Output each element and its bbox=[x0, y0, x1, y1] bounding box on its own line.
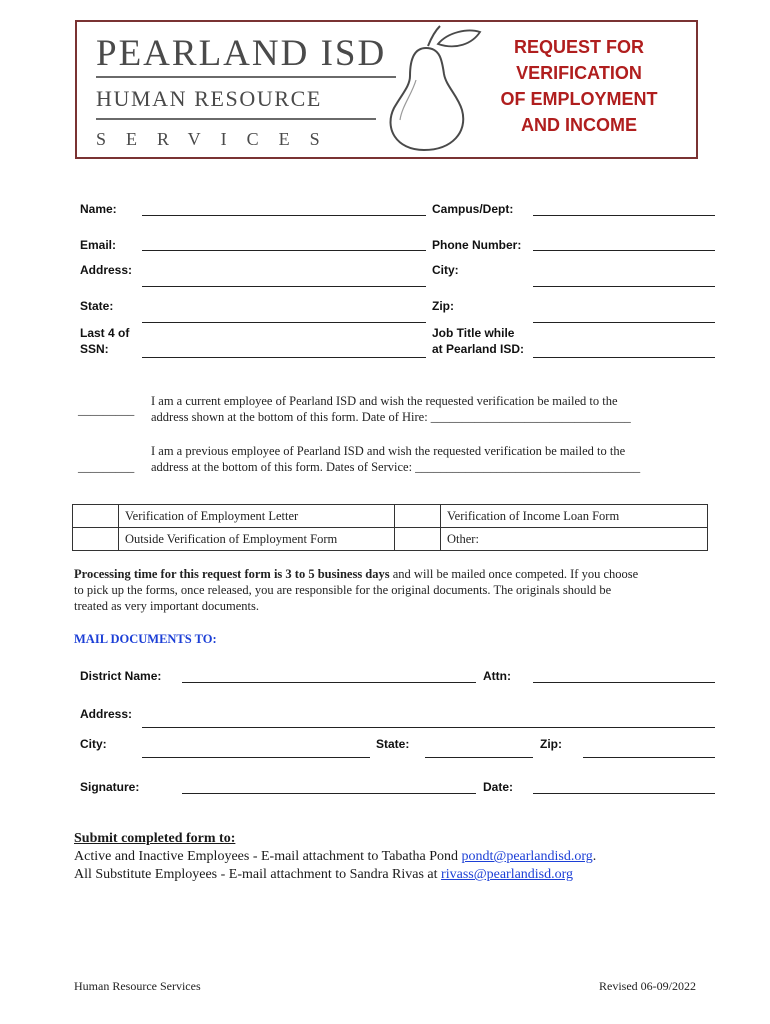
mail-zip-field[interactable] bbox=[583, 757, 715, 758]
processing-line: treated as very important documents. bbox=[74, 599, 260, 613]
form-title-line: VERIFICATION bbox=[516, 63, 642, 83]
processing-notice bbox=[74, 566, 714, 614]
city-field[interactable] bbox=[533, 286, 715, 287]
zip-field[interactable] bbox=[533, 322, 715, 323]
name-field[interactable] bbox=[142, 215, 426, 216]
ssn-label bbox=[80, 325, 129, 357]
verification-options-table bbox=[72, 504, 708, 551]
pondt-email-link[interactable]: pondt@pearlandisd.org bbox=[461, 849, 593, 864]
mail-address-field[interactable] bbox=[142, 727, 715, 728]
table-row bbox=[73, 505, 708, 528]
current-employee-text-line: address shown at the bottom of this form. Date of Hire: ________________________________ bbox=[151, 410, 631, 424]
processing-line: to pick up the forms, once released, you are responsible for the original documents. The originals should be bbox=[74, 583, 612, 597]
submit-section bbox=[74, 830, 714, 884]
processing-rest: and will be mailed once competed. If you choose bbox=[389, 567, 639, 581]
checkbox-other[interactable] bbox=[395, 528, 441, 551]
submit-active-end: . bbox=[592, 849, 597, 864]
current-employee-text-line: I am a current employee of Pearland ISD and wish the requested verification be mailed to the bbox=[151, 394, 618, 408]
job-title-label-line: at Pearland ISD: bbox=[432, 342, 525, 356]
job-title-label bbox=[432, 325, 524, 357]
current-employee-checkline[interactable]: _________ bbox=[78, 403, 135, 417]
ssn-label-line: SSN: bbox=[80, 342, 109, 356]
submit-line-active bbox=[74, 848, 714, 866]
job-title-label-line: Job Title while bbox=[432, 326, 515, 340]
option-other: Other: bbox=[441, 528, 708, 551]
current-employee-text bbox=[151, 393, 711, 425]
previous-employee-text bbox=[151, 443, 711, 475]
option-outside-verification: Outside Verification of Employment Form bbox=[119, 528, 395, 551]
address-label: Address: bbox=[80, 263, 133, 277]
logo-rule bbox=[96, 76, 396, 78]
email-field[interactable] bbox=[142, 250, 426, 251]
name-label: Name: bbox=[80, 202, 117, 216]
checkbox-employment-letter[interactable] bbox=[73, 505, 119, 528]
city-label: City: bbox=[432, 263, 459, 277]
table-row bbox=[73, 528, 708, 551]
phone-label: Phone Number: bbox=[432, 238, 522, 252]
campus-field[interactable] bbox=[533, 215, 715, 216]
submit-substitute-text: All Substitute Employees - E-mail attachment to Sandra Rivas at bbox=[74, 867, 442, 882]
state-field[interactable] bbox=[142, 322, 426, 323]
form-title-line: REQUEST FOR bbox=[513, 37, 644, 57]
previous-employee-checkline[interactable]: _________ bbox=[78, 460, 135, 474]
mail-city-label: City: bbox=[80, 737, 107, 751]
attn-field[interactable] bbox=[533, 682, 715, 683]
mail-state-label: State: bbox=[376, 737, 410, 751]
phone-field[interactable] bbox=[533, 250, 715, 251]
option-income-loan-form: Verification of Income Loan Form bbox=[441, 505, 708, 528]
previous-employee-text-line: address at the bottom of this form. Dates of Service: ____________________________________ bbox=[151, 460, 641, 474]
footer-revision: Revised 06-09/2022 bbox=[599, 979, 696, 993]
submit-active-text: Active and Inactive Employees - E-mail attachment to Tabatha Pond bbox=[74, 849, 462, 864]
mail-zip-label: Zip: bbox=[540, 737, 562, 751]
footer-department: Human Resource Services bbox=[74, 979, 201, 993]
district-name-field[interactable] bbox=[182, 682, 476, 683]
checkbox-income-loan-form[interactable] bbox=[395, 505, 441, 528]
form-title-line: AND INCOME bbox=[521, 115, 637, 135]
ssn-field[interactable] bbox=[142, 357, 426, 358]
address-field[interactable] bbox=[142, 286, 426, 287]
mail-address-label: Address: bbox=[80, 707, 133, 721]
state-label: State: bbox=[80, 299, 114, 313]
submit-line-substitute bbox=[74, 866, 714, 884]
logo-rule bbox=[96, 118, 376, 120]
mail-documents-heading: MAIL DOCUMENTS TO: bbox=[74, 632, 217, 646]
ssn-label-line: Last 4 of bbox=[80, 326, 130, 340]
checkbox-outside-verification[interactable] bbox=[73, 528, 119, 551]
logo-title: PEARLAND ISD bbox=[96, 33, 387, 74]
email-label: Email: bbox=[80, 238, 117, 252]
attn-label: Attn: bbox=[483, 669, 511, 683]
processing-bold: Processing time for this request form is 3 to 5 business days bbox=[74, 567, 390, 581]
option-employment-letter: Verification of Employment Letter bbox=[119, 505, 395, 528]
signature-field[interactable] bbox=[182, 793, 476, 794]
signature-label: Signature: bbox=[80, 780, 140, 794]
form-title bbox=[494, 34, 664, 138]
date-field[interactable] bbox=[533, 793, 715, 794]
rivass-email-link[interactable]: rivass@pearlandisd.org bbox=[441, 867, 574, 882]
zip-label: Zip: bbox=[432, 299, 454, 313]
logo-subtitle: HUMAN RESOURCE bbox=[96, 86, 322, 111]
date-label: Date: bbox=[483, 780, 514, 794]
form-title-line: OF EMPLOYMENT bbox=[500, 89, 658, 109]
job-title-field[interactable] bbox=[533, 357, 715, 358]
logo-services: SERVICES bbox=[96, 129, 340, 149]
pear-icon bbox=[376, 24, 488, 154]
mail-state-field[interactable] bbox=[425, 757, 533, 758]
mail-city-field[interactable] bbox=[142, 757, 370, 758]
processing-line bbox=[74, 566, 714, 582]
campus-label: Campus/Dept: bbox=[432, 202, 514, 216]
district-name-label: District Name: bbox=[80, 669, 162, 683]
submit-heading: Submit completed form to: bbox=[74, 831, 236, 846]
previous-employee-text-line: I am a previous employee of Pearland ISD and wish the requested verification be mailed to the bbox=[151, 444, 626, 458]
